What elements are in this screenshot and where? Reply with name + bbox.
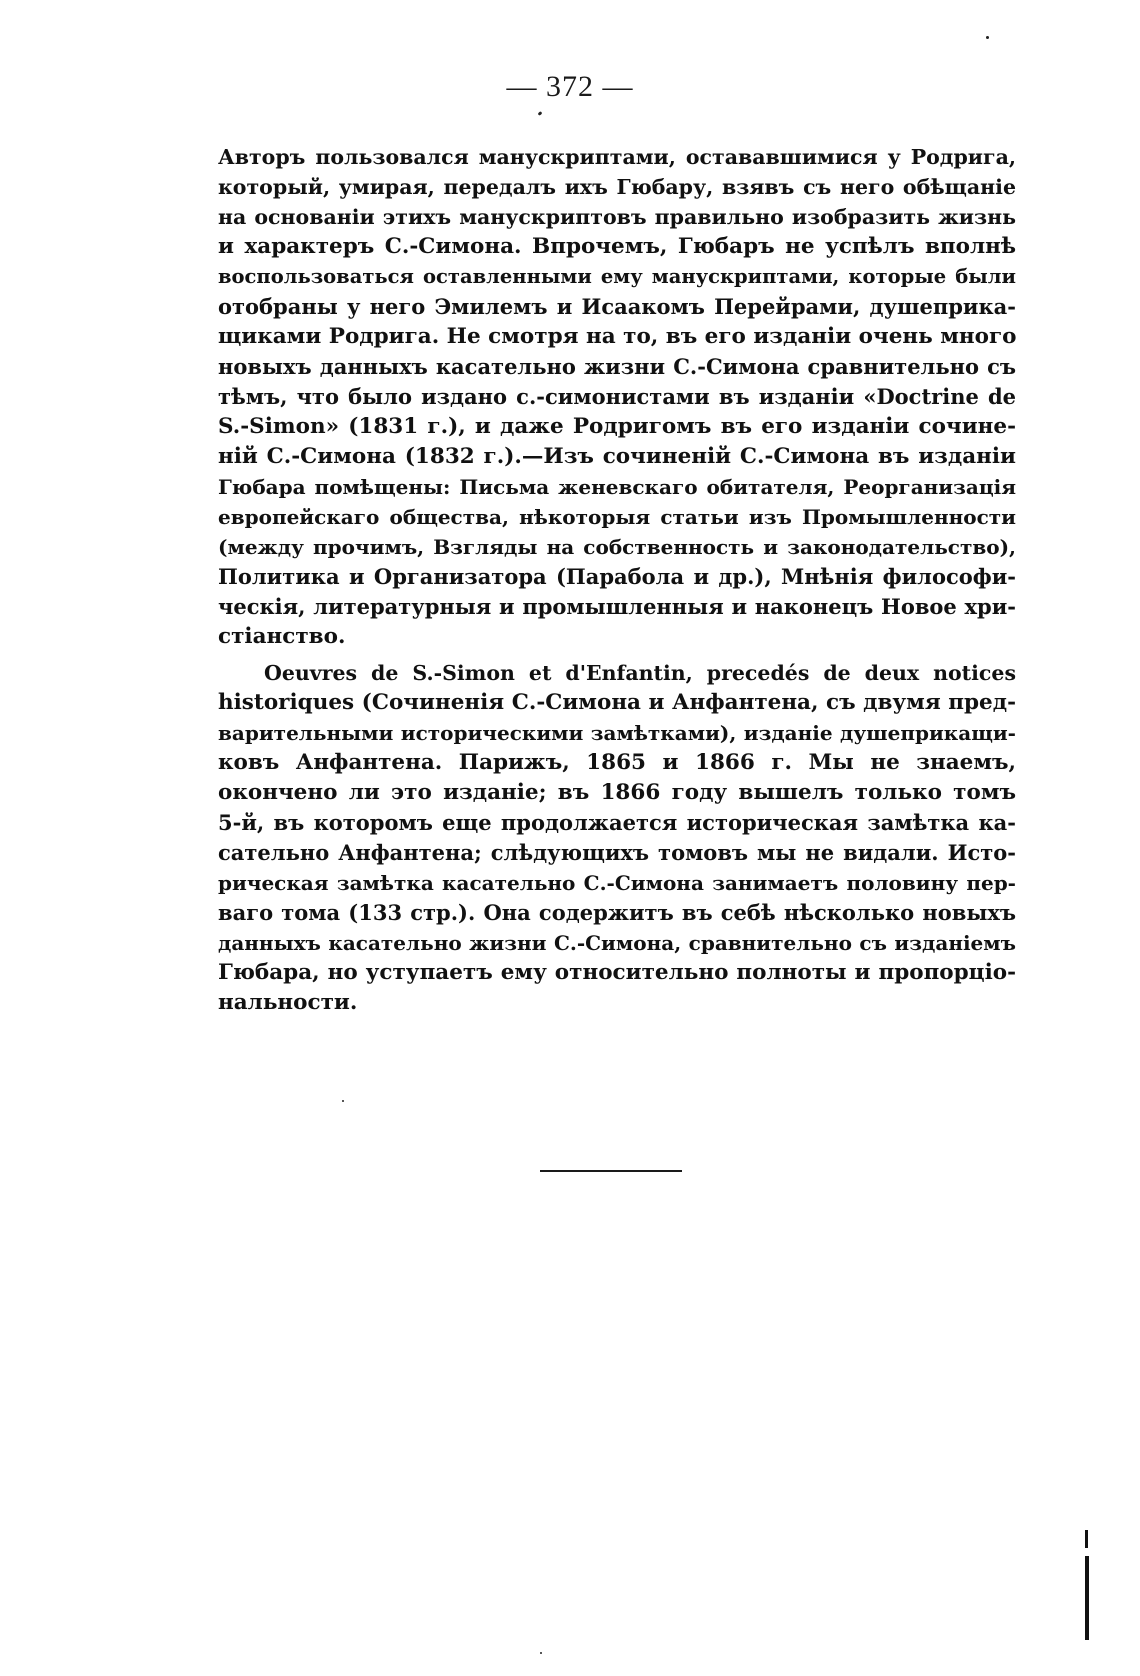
text-line: Гюбара, но уступаетъ ему относительно полноты и пропорціо-	[218, 960, 1016, 985]
text-line: нальности.	[218, 990, 358, 1015]
text-line: Авторъ пользовался манускриптами, остававшимися у Родрига,	[218, 145, 1016, 169]
text-line: ковъ Анфантена. Парижъ, 1865 и 1866 г. Мы не знаемъ,	[218, 750, 1016, 775]
text-line: Политика и Организатора (Парабола и др.), Мнѣнія философи-	[218, 564, 1016, 589]
text-line: Oeuvres de S.-Simon et d'Enfantin, precedés de deux notices	[264, 661, 1016, 685]
text-line: варительными историческими замѣтками), изданіе душеприкащи-	[218, 721, 1016, 745]
text-line: щиками Родрига. Не смотря на то, въ его изданіи очень много	[218, 324, 1017, 349]
main-text	[218, 142, 1016, 1018]
text-line: европейскаго общества, нѣкоторыя статьи изъ Промышленности	[218, 505, 1016, 529]
speck-top-right	[986, 36, 989, 39]
text-line: ческія, литературныя и промышленныя и наконецъ Новое хри-	[218, 594, 1016, 619]
speck-under-number	[538, 111, 543, 116]
text-line: ній С.-Симона (1832 г.).—Изъ сочиненій С.-Симона въ изданіи	[218, 444, 1016, 469]
text-line: и характеръ С.-Симона. Впрочемъ, Гюбаръ не успѣлъ вполнѣ	[218, 234, 1016, 259]
scan-margin-mark	[1083, 1530, 1089, 1640]
text-line: данныхъ касательно жизни С.-Симона, сравнительно съ изданіемъ	[218, 931, 1016, 955]
text-line: стіанство.	[218, 624, 346, 649]
text-line: новыхъ данныхъ касательно жизни С.-Симона сравнительно съ	[218, 354, 1016, 379]
text-line: (между прочимъ, Взгляды на собственность и законодательство),	[218, 535, 1016, 559]
page-number: — 372 —	[506, 70, 634, 103]
text-line: отобраны у него Эмилемъ и Исаакомъ Перейрами, душеприка-	[218, 294, 1016, 319]
text-line: который, умирая, передалъ ихъ Гюбару, взявъ съ него обѣщаніе	[218, 175, 1016, 199]
text-line: Гюбара помѣщены: Письма женевскаго обитателя, Реорганизація	[218, 475, 1016, 499]
text-line: S.-Simon» (1831 г.), и даже Родригомъ въ его изданіи сочине-	[218, 414, 1016, 439]
text-line: тѣмъ, что было издано с.-симонистами въ изданіи «Doctrine de	[218, 384, 1016, 409]
paragraph-1	[218, 142, 1016, 652]
speck-mid	[342, 1100, 344, 1102]
text-line: ваго тома (133 стр.). Она содержитъ въ себѣ нѣсколько новыхъ	[218, 900, 1016, 925]
paragraph-2	[218, 658, 1016, 1018]
text-line: historiques (Сочиненія С.-Симона и Анфантена, съ двумя пред-	[218, 690, 1016, 715]
text-line: воспользоваться оставленными ему манускриптами, которые были	[218, 265, 1016, 288]
speck-bottom	[540, 1652, 542, 1654]
section-end-rule	[540, 1170, 682, 1172]
text-line: на основаніи этихъ манускриптовъ правильно изобразить жизнь	[218, 205, 1016, 229]
text-line: окончено ли это изданіе; въ 1866 году вышелъ только томъ	[218, 780, 1016, 805]
text-line: сательно Анфантена; слѣдующихъ томовъ мы не видали. Исто-	[218, 840, 1016, 865]
text-line: рическая замѣтка касательно С.-Симона занимаетъ половину пер-	[218, 871, 1016, 895]
text-line: 5-й, въ которомъ еще продолжается историческая замѣтка ка-	[218, 810, 1016, 835]
